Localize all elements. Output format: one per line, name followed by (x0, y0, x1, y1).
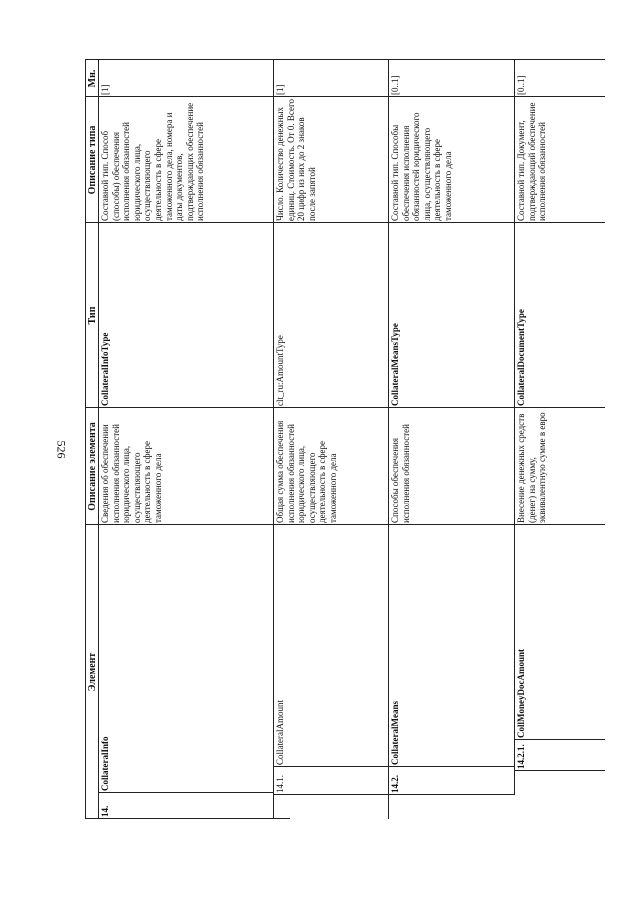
row-number: 14.1. (275, 775, 285, 793)
column-header-element-description: Описание элемента (87, 422, 98, 511)
rotated-table-sheet (85, 59, 605, 819)
column-header-type: Тип (87, 306, 98, 325)
element-description: Сведения об обеспечении исполнения обязанностей юридического лица, осуществляющего деятельность в сфере таможенного дела (100, 424, 163, 523)
type-name: CollateralDocumentType (516, 309, 526, 406)
type-description: Составной тип. Документ, подтверждающий обеспечение исполнения обязанностей (516, 102, 548, 221)
element-name: CollMoneyDocAmount (516, 649, 526, 738)
type-name: CollateralMeansType (390, 323, 400, 406)
type-name: clt_ru:AmountType (275, 335, 285, 406)
element-description: Способы обеспечения исполнения обязанностей (390, 424, 411, 523)
data-table (85, 59, 605, 819)
column-header-element: Элемент (87, 652, 98, 692)
type-description: Число. Количество денежных единиц. Стоимость. От 0. Всего 20 цифр из них до 2 знаков после запятой (275, 99, 317, 221)
element-name: CollateralInfo (100, 736, 110, 791)
multiplicity: [1] (275, 84, 285, 95)
row-number: 14. (100, 805, 110, 817)
multiplicity: [0..1] (516, 75, 526, 95)
type-name: CollateralInfoType (100, 332, 110, 406)
column-header-multiplicity: Мн. (87, 69, 98, 88)
element-name: CollateralMeans (390, 701, 400, 765)
element-description: Внесение денежных средств (денег) на сумму, эквивалентную сумме в евро (516, 412, 548, 523)
element-description: Общая сумма обеспечения исполнения обязанностей юридического лица, осуществляющего деятельность в сфере таможенного дела (275, 420, 338, 523)
multiplicity: [1] (100, 84, 110, 95)
type-description: Составной тип. Способ (способы) обеспечения исполнения обязанностей юридического лица, осуществляющего деятельность в сфере таможенного дела, номера и даты документов, подтверждающих обеспечение исполнения обязанностей (100, 102, 206, 221)
page-number: 526 (54, 440, 69, 459)
multiplicity: [0..1] (390, 75, 400, 95)
type-description: Составной тип. Способы обеспечения исполнения обязанностей юридического лица, осуществляющего деятельность в сфере таможенного дела (390, 112, 453, 221)
column-header-type-description: Описание типа (87, 125, 98, 195)
element-name: CollateralAmount (275, 700, 285, 765)
row-number: 14.2.1. (516, 744, 526, 769)
row-number: 14.2. (390, 775, 400, 793)
